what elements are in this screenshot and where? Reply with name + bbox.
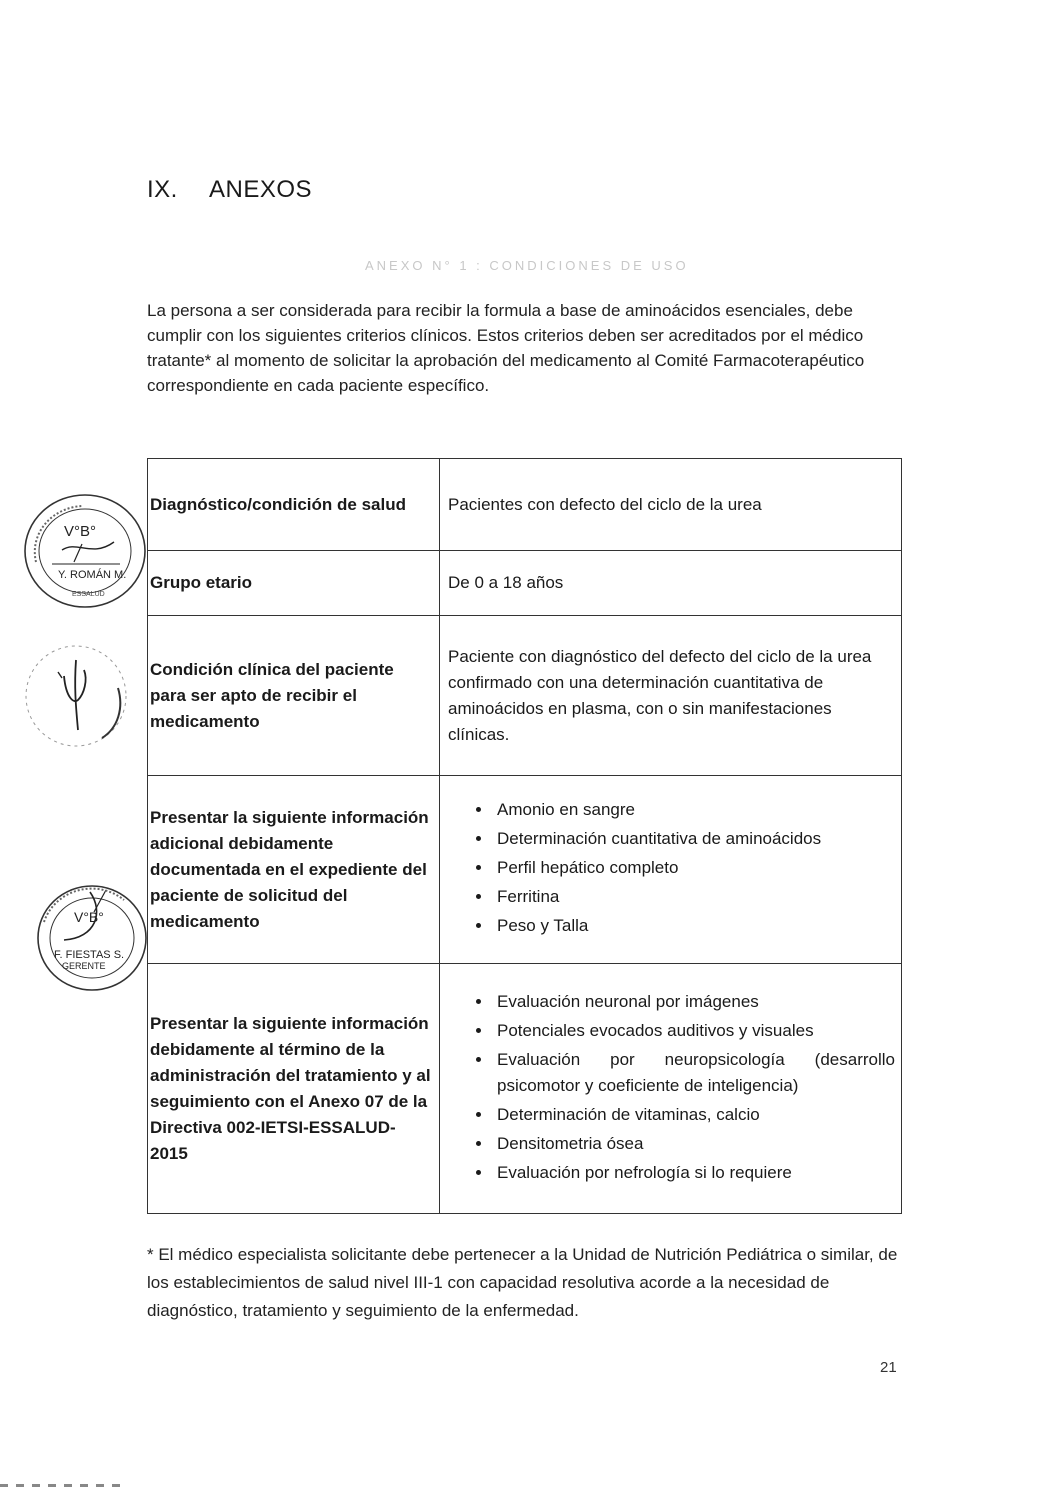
list-item: • Evaluación neuronal por imágenes xyxy=(493,989,895,1015)
list-item: • Evaluación por nefrología si lo requiere xyxy=(493,1160,895,1186)
table-row xyxy=(148,964,902,1214)
seal-role: GERENTE xyxy=(62,961,106,971)
list-item: • Determinación cuantitativa de aminoácidos xyxy=(493,826,895,852)
section-title: ANEXOS xyxy=(209,176,313,203)
intro-paragraph: La persona a ser considerada para recibir la formula a base de aminoácidos esenciales, debe cumplir con los siguientes criterios clínicos. Estos criterios deben ser acreditados por el médico tratante* al momento de solicitar la aprobación del medicamento al Comité Farmacoterapéutico correspondiente en cada paciente específico. xyxy=(147,301,865,395)
official-seal-icon xyxy=(34,882,150,994)
list-item: • Perfil hepático completo xyxy=(493,855,895,881)
seal-mark: V°B° xyxy=(64,523,97,540)
list-item: • Evaluación por neuropsicología (desarrollo psicomotor y coeficiente de inteligencia) xyxy=(493,1047,895,1099)
row-label: Presentar la siguiente información adicional debidamente documentada en el expediente del paciente de solicitud del medicamento xyxy=(148,776,440,964)
list-item: • Amonio en sangre xyxy=(493,797,895,823)
row-label: Presentar la siguiente información debidamente al término de la administración del tratamiento y al seguimiento con el Anexo 07 de la Directiva 002-IETSI-ESSALUD-2015 xyxy=(148,964,440,1214)
table-row xyxy=(148,616,902,776)
row-label: Grupo etario xyxy=(148,551,440,616)
row-label: Diagnóstico/condición de salud xyxy=(148,459,440,551)
list-item: • Ferritina xyxy=(493,884,895,910)
followup-info-list xyxy=(448,989,895,1186)
list-item: • Determinación de vitaminas, calcio xyxy=(493,1102,895,1128)
seal-name: Y. ROMÁN M. xyxy=(58,569,127,581)
footnote: * El médico especialista solicitante debe pertenecer a la Unidad de Nutrición Pediátrica o similar, de los establecimientos de salud nivel III-1 con capacidad resolutiva acorde a la necesidad de diagnóstico, tratamiento y seguimiento de la enfermedad. xyxy=(147,1245,898,1320)
table-row xyxy=(148,776,902,964)
list-item: • Potenciales evocados auditivos y visuales xyxy=(493,1018,895,1044)
list-item: • Densitometria ósea xyxy=(493,1131,895,1157)
row-label: Condición clínica del paciente para ser apto de recibir el medicamento xyxy=(148,616,440,776)
table-row xyxy=(148,551,902,616)
row-value: De 0 a 18 años xyxy=(440,551,902,616)
seal-mark: V°B° xyxy=(74,909,104,925)
faded-subtitle: ANEXO N° 1 : CONDICIONES DE USO xyxy=(365,258,689,273)
scan-artifact xyxy=(0,1484,120,1487)
row-value-list xyxy=(440,776,902,964)
handwritten-signature-icon xyxy=(14,638,132,750)
section-heading xyxy=(147,176,312,204)
table-row xyxy=(148,459,902,551)
section-number: IX. xyxy=(147,176,178,203)
required-info-list xyxy=(448,797,895,939)
row-value-list xyxy=(440,964,902,1214)
official-seal-icon xyxy=(22,492,148,610)
seal-name: F. FIESTAS S. xyxy=(54,949,125,961)
row-value: Pacientes con defecto del ciclo de la urea xyxy=(440,459,902,551)
row-value: Paciente con diagnóstico del defecto del ciclo de la urea confirmado con una determinación cuantitativa de aminoácidos en plasma, con o sin manifestaciones clínicas. xyxy=(440,616,902,776)
page-number: 21 xyxy=(880,1359,897,1376)
list-item: • Peso y Talla xyxy=(493,913,895,939)
criteria-table xyxy=(147,458,902,1214)
svg-text:ESSALUD: ESSALUD xyxy=(72,591,105,598)
